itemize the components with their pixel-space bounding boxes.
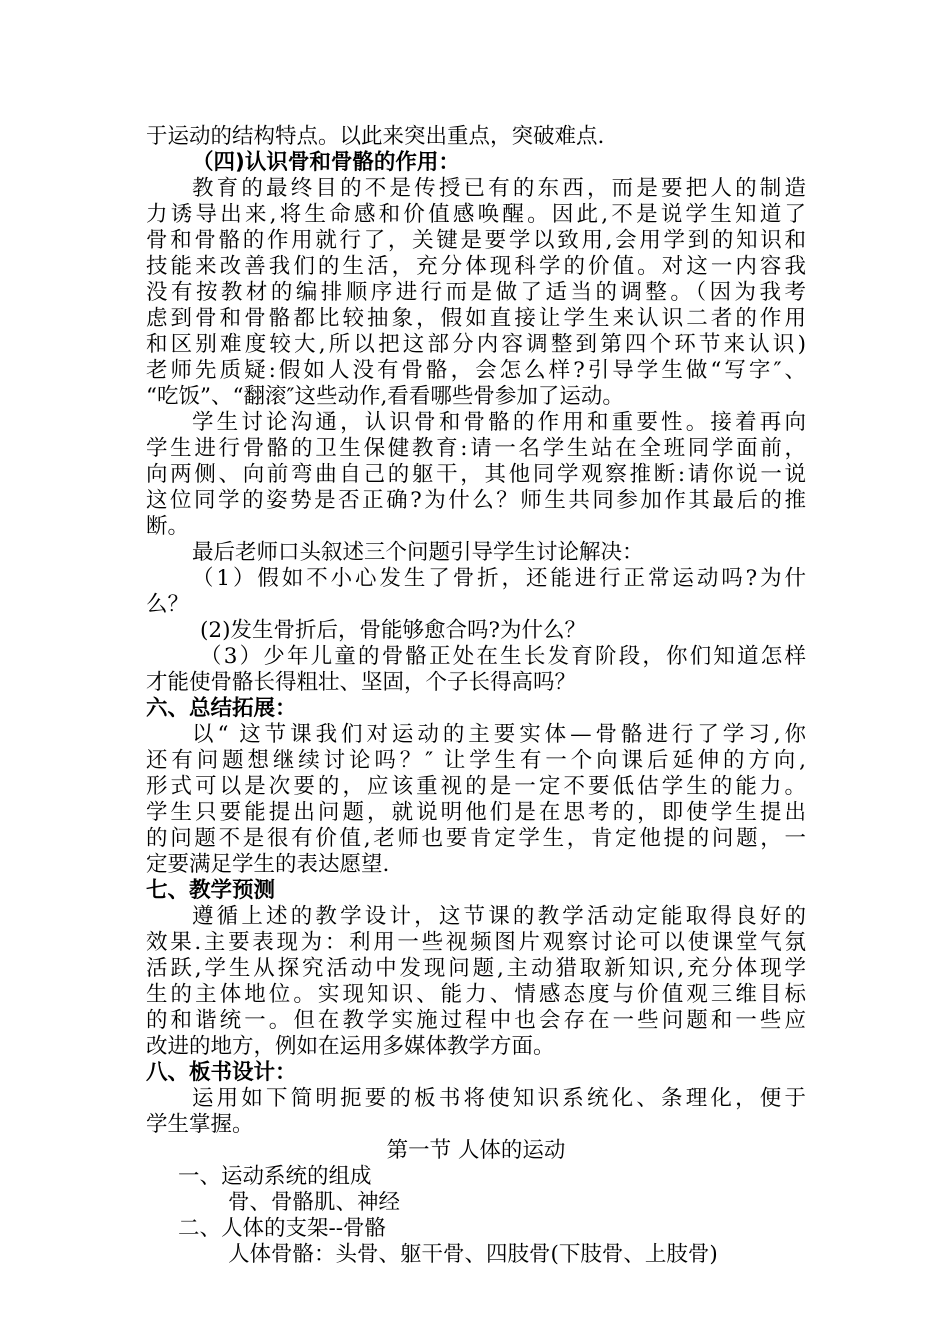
paragraph-line: 以“ 这节课我们对运动的主要实体—骨骼进行了学习,你 bbox=[192, 722, 806, 747]
paragraph-line: 运用如下简明扼要的板书将使知识系统化、条理化，便于 bbox=[192, 1086, 806, 1111]
paragraph-line: 老师先质疑:假如人没有骨骼，会怎么样?引导学生做“写字″、 bbox=[146, 358, 806, 383]
paragraph-line: 改进的地方，例如在运用多媒体教学方面。 bbox=[146, 1034, 555, 1059]
paragraph-line: 还有问题想继续讨论吗？″ 让学生有一个向课后延伸的方向, bbox=[146, 748, 806, 773]
question-line: (2)发生骨折后，骨能够愈合吗?为什么？ bbox=[200, 618, 586, 643]
paragraph-line: “吃饭”、“翻滚″这些动作,看看哪些骨参加了运动。 bbox=[146, 384, 624, 409]
paragraph-line: 的和谐统一。但在教学实施过程中也会存在一些问题和一些应 bbox=[146, 1008, 806, 1033]
board-subitem: 骨、骨骼肌、神经 bbox=[228, 1190, 401, 1215]
question-line: 才能使骨骼长得粗壮、坚固，个子长得高吗？ bbox=[146, 670, 577, 695]
section-heading: 八、板书设计： bbox=[146, 1060, 297, 1085]
paragraph-line: 效果.主要表现为：利用一些视频图片观察讨论可以使课堂气氛 bbox=[146, 930, 806, 955]
paragraph-line: 遵循上述的教学设计，这节课的教学活动定能取得良好的 bbox=[192, 904, 806, 929]
section-heading: 七、教学预测 bbox=[146, 878, 276, 903]
board-title: 第一节 人体的运动 bbox=[386, 1138, 566, 1163]
section-heading: 六、总结拓展： bbox=[146, 696, 297, 721]
paragraph-line: 形式可以是次要的，应该重视的是一定不要低估学生的能力。 bbox=[146, 774, 806, 799]
board-item: 二、人体的支架--骨骼 bbox=[178, 1216, 387, 1241]
paragraph-line: 学生进行骨骼的卫生保健教育:请一名学生站在全班同学面前， bbox=[146, 436, 806, 461]
paragraph-line: 的问题不是很有价值,老师也要肯定学生，肯定他提的问题，一 bbox=[146, 826, 806, 851]
paragraph-line: 活跃,学生从探究活动中发现问题,主动猎取新知识,充分体现学 bbox=[146, 956, 806, 981]
text-line: 于运动的结构特点。以此来突出重点，突破难点. bbox=[146, 124, 605, 149]
paragraph-line: 学生只要能提出问题，就说明他们是在思考的，即使学生提出 bbox=[146, 800, 806, 825]
question-line: 么？ bbox=[146, 592, 190, 617]
paragraph-line: 断。 bbox=[146, 514, 190, 539]
paragraph-line: 生的主体地位。实现知识、能力、情感态度与价值观三维目标 bbox=[146, 982, 806, 1007]
paragraph-line: 定要满足学生的表达愿望. bbox=[146, 852, 390, 877]
paragraph-line: 学生掌握。 bbox=[146, 1112, 254, 1137]
paragraph-line: 最后老师口头叙述三个问题引导学生讨论解决： bbox=[192, 540, 644, 565]
board-subitem: 人体骨骼：头骨、躯干骨、四肢骨(下肢骨、上肢骨) bbox=[228, 1242, 718, 1267]
section-heading: （四)认识骨和骨骼的作用： bbox=[192, 150, 460, 175]
paragraph-line: 虑到骨和骨骼都比较抽象，假如直接让学生来认识二者的作用 bbox=[146, 306, 806, 331]
paragraph-line: 向两侧、向前弯曲自己的躯干，其他同学观察推断:请你说一说 bbox=[146, 462, 806, 487]
question-line: （3）少年儿童的骨骼正处在生长发育阶段，你们知道怎样 bbox=[200, 644, 806, 669]
question-line: （1）假如不小心发生了骨折，还能进行正常运动吗?为什 bbox=[192, 566, 806, 591]
paragraph-line: 和区别难度较大,所以把这部分内容调整到第四个环节来认识) bbox=[146, 332, 806, 357]
paragraph-line: 力诱导出来,将生命感和价值感唤醒。因此,不是说学生知道了 bbox=[146, 202, 806, 227]
paragraph-line: 教育的最终目的不是传授已有的东西，而是要把人的制造 bbox=[192, 176, 806, 201]
paragraph-line: 这位同学的姿势是否正确?为什么？师生共同参加作其最后的推 bbox=[146, 488, 806, 513]
paragraph-line: 骨和骨骼的作用就行了，关键是要学以致用,会用学到的知识和 bbox=[146, 228, 806, 253]
board-item: 一、运动系统的组成 bbox=[178, 1164, 372, 1189]
paragraph-line: 没有按教材的编排顺序进行而是做了适当的调整。（因为我考 bbox=[146, 280, 806, 305]
paragraph-line: 学生讨论沟通，认识骨和骨骼的作用和重要性。接着再向 bbox=[192, 410, 806, 435]
paragraph-line: 技能来改善我们的生活，充分体现科学的价值。对这一内容我 bbox=[146, 254, 806, 279]
